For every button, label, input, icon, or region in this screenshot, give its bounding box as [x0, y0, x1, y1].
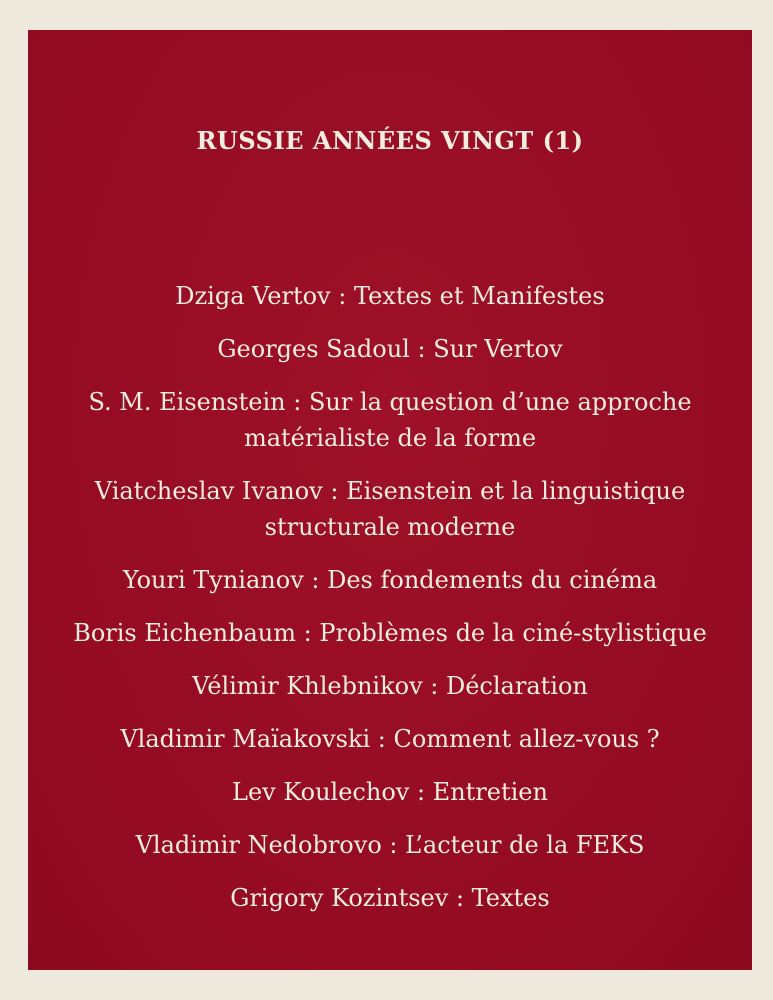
list-item — [28, 668, 752, 704]
list-item — [28, 562, 752, 598]
cover-panel — [28, 30, 752, 970]
list-item — [28, 615, 752, 651]
list-item — [28, 721, 752, 757]
table-of-contents — [28, 278, 752, 933]
entry-line: Grigory Kozintsev : Textes — [230, 884, 550, 912]
list-item — [28, 384, 752, 456]
list-item — [28, 880, 752, 916]
list-item — [28, 473, 752, 545]
entry-line: S. M. Eisenstein : Sur la question d’une approche — [88, 388, 692, 416]
list-item — [28, 774, 752, 810]
entry-line: Viatcheslav Ivanov : Eisenstein et la linguistique — [94, 477, 686, 505]
page-title: RUSSIE ANNÉES VINGT (1) — [196, 126, 584, 155]
entry-line-continuation: matérialiste de la forme — [243, 424, 537, 452]
entry-line: Dziga Vertov : Textes et Manifestes — [175, 282, 605, 310]
entry-line-continuation: structurale moderne — [264, 513, 516, 541]
entry-line: Vladimir Nedobrovo : L’acteur de la FEKS — [135, 831, 645, 859]
entry-line: Boris Eichenbaum : Problèmes de la ciné-stylistique — [73, 619, 707, 647]
entry-line: Vladimir Maïakovski : Comment allez-vous ? — [120, 725, 660, 753]
entry-line: Vélimir Khlebnikov : Déclaration — [192, 672, 588, 700]
list-item — [28, 331, 752, 367]
list-item — [28, 278, 752, 314]
list-item — [28, 827, 752, 863]
entry-line: Lev Koulechov : Entretien — [232, 778, 548, 806]
entry-line: Georges Sadoul : Sur Vertov — [217, 335, 563, 363]
entry-line: Youri Tynianov : Des fondements du cinéma — [122, 566, 658, 594]
